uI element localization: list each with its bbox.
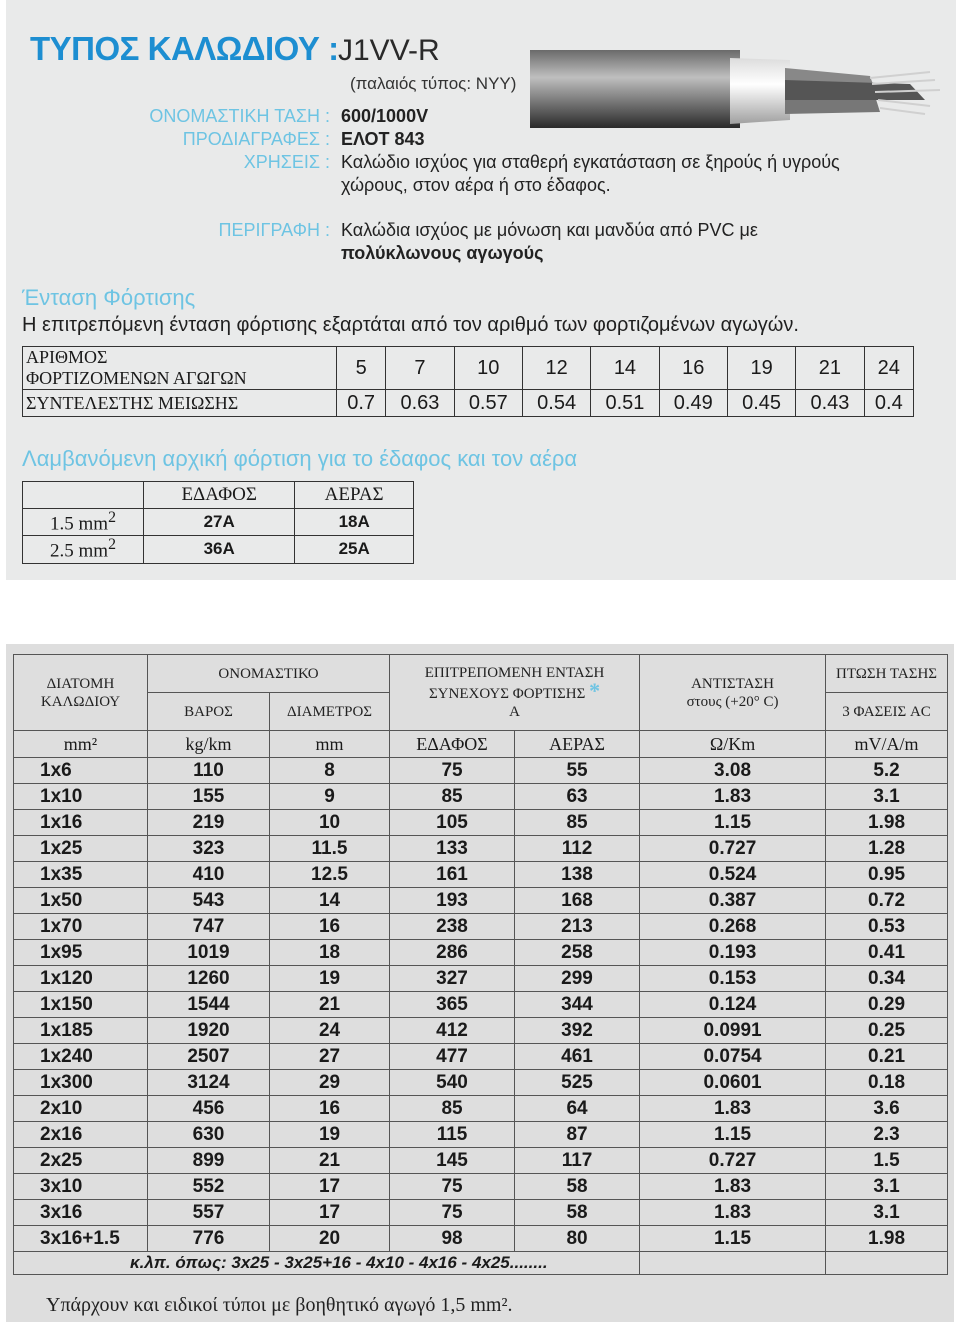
table-row (14, 1226, 948, 1252)
voltage-drop-cell: 1.98 (826, 810, 948, 836)
diameter-cell: 12.5 (270, 862, 390, 888)
voltage-drop-cell: 0.53 (826, 914, 948, 940)
table-row (14, 1122, 948, 1148)
reduction-factor-table (22, 346, 914, 417)
spec-label-description: ΠΕΡΙΓΡΑΦΗ : (218, 220, 330, 240)
table-row (14, 888, 948, 914)
resistance-cell: 1.15 (640, 1122, 826, 1148)
air-current-cell: 58 (515, 1200, 640, 1226)
section-cell: 3x10 (14, 1174, 148, 1200)
diameter-cell: 16 (270, 1096, 390, 1122)
table-row (14, 992, 948, 1018)
size-exponent: 2 (108, 536, 116, 554)
section-cell: 3x16+1.5 (14, 1226, 148, 1252)
ground-current-cell: 145 (390, 1148, 515, 1174)
units-row (14, 731, 948, 758)
voltage-drop-cell: 1.5 (826, 1148, 948, 1174)
ground-current-cell: 105 (390, 810, 515, 836)
voltage-drop-cell: 3.1 (826, 1174, 948, 1200)
diameter-cell: 20 (270, 1226, 390, 1252)
ground-cell: 27A (144, 509, 295, 536)
resistance-cell: 0.124 (640, 992, 826, 1018)
weight-cell: 110 (148, 758, 270, 784)
weight-cell: 776 (148, 1226, 270, 1252)
factor-label: ΣΥΝΤΕΛΕΣΤΗΣ ΜΕΙΩΣΗΣ (23, 390, 337, 417)
spec-label-standard: ΠΡΟΔΙΑΓΡΑΦΕΣ : (182, 129, 330, 149)
air-cell: 18A (295, 509, 414, 536)
weight-cell: 1544 (148, 992, 270, 1018)
conductors-label-line1: ΑΡΙΘΜΟΣ (26, 347, 108, 367)
initial-load-row (23, 536, 414, 563)
current-header (390, 655, 640, 731)
unit-resistance: Ω/Km (640, 731, 826, 758)
unit-section: mm² (14, 731, 148, 758)
initial-load-title: Λαμβανόμενη αρχική φόρτιση για το έδαφος και τον αέρα (22, 446, 578, 471)
ground-cell: 36A (144, 536, 295, 563)
resistance-cell: 0.524 (640, 862, 826, 888)
conductors-cell: 5 (337, 347, 386, 390)
spec-label-uses: ΧΡΗΣΕΙΣ : (243, 152, 330, 172)
factor-row (23, 390, 914, 417)
section-cell: 1x120 (14, 966, 148, 992)
initial-load-row (23, 509, 414, 536)
resistance-cell: 0.153 (640, 966, 826, 992)
weight-cell: 456 (148, 1096, 270, 1122)
section-cell: 1x95 (14, 940, 148, 966)
weight-cell: 1019 (148, 940, 270, 966)
air-current-cell: 64 (515, 1096, 640, 1122)
current-header-text: ΕΠΙΤΡΕΠΟΜΕΝΗ ΕΝΤΑΣΗ ΣΥΝΕΧΟΥΣ ΦΟΡΤΙΣΗΣ (424, 665, 605, 702)
size-value: 2.5 mm (50, 540, 109, 562)
voltage-drop-cell: 1.28 (826, 836, 948, 862)
spec-value-description: Καλώδια ισχύος με μόνωση και μανδύα από PVC με (341, 220, 758, 240)
conductors-cell: 10 (454, 347, 522, 390)
voltage-drop-cell: 5.2 (826, 758, 948, 784)
section-cell: 2x16 (14, 1122, 148, 1148)
section-cell: 1x150 (14, 992, 148, 1018)
resistance-cell: 0.193 (640, 940, 826, 966)
spec-value-standard: ΕΛΟΤ 843 (341, 129, 425, 149)
resistance-header-sub: στους (+20° C) (686, 693, 779, 710)
factor-cell: 0.45 (727, 390, 795, 417)
diameter-cell: 19 (270, 966, 390, 992)
factor-cell: 0.54 (522, 390, 590, 417)
note-empty-cell (640, 1252, 826, 1275)
conductors-cell: 7 (386, 347, 454, 390)
air-current-cell: 117 (515, 1148, 640, 1174)
table-row (14, 758, 948, 784)
weight-cell: 2507 (148, 1044, 270, 1070)
factor-cell: 0.57 (454, 390, 522, 417)
voltage-drop-cell: 0.21 (826, 1044, 948, 1070)
table-row (14, 966, 948, 992)
spec-label-voltage: ΟΝΟΜΑΣΤΙΚΗ ΤΑΣΗ : (149, 106, 330, 126)
table-row (14, 1174, 948, 1200)
air-current-cell: 112 (515, 836, 640, 862)
old-type-note: (παλαιός τύπος: NYY) (350, 74, 517, 93)
air-cell: 25A (295, 536, 414, 563)
section-cell: 1x70 (14, 914, 148, 940)
weight-cell: 899 (148, 1148, 270, 1174)
footer-note: Υπάρχουν και ειδικοί τύποι με βοηθητικό αγωγό 1,5 mm². (46, 1294, 513, 1316)
ground-current-cell: 238 (390, 914, 515, 940)
air-current-cell: 392 (515, 1018, 640, 1044)
weight-cell: 747 (148, 914, 270, 940)
size-cell (23, 536, 144, 563)
ground-current-cell: 477 (390, 1044, 515, 1070)
unit-diameter: mm (270, 731, 390, 758)
diameter-cell: 8 (270, 758, 390, 784)
current-header-star: * (589, 678, 601, 703)
conductors-row (23, 347, 914, 390)
air-current-cell: 85 (515, 810, 640, 836)
conductors-label (23, 347, 337, 390)
weight-cell: 557 (148, 1200, 270, 1226)
voltage-drop-cell: 3.6 (826, 1096, 948, 1122)
conductors-cell: 21 (796, 347, 864, 390)
table-row (14, 914, 948, 940)
conductors-cell: 24 (864, 347, 913, 390)
voltage-drop-cell: 0.72 (826, 888, 948, 914)
ground-current-cell: 286 (390, 940, 515, 966)
factor-cell: 0.43 (796, 390, 864, 417)
ground-current-cell: 193 (390, 888, 515, 914)
diameter-cell: 19 (270, 1122, 390, 1148)
spec-value-description-cont: πολύκλωνους αγωγούς (341, 243, 544, 263)
factor-cell: 0.4 (864, 390, 913, 417)
table-row (14, 862, 948, 888)
table-row (14, 1044, 948, 1070)
unit-weight: kg/km (148, 731, 270, 758)
ground-current-cell: 365 (390, 992, 515, 1018)
voltage-drop-cell: 0.18 (826, 1070, 948, 1096)
diameter-cell: 29 (270, 1070, 390, 1096)
header-row-1 (14, 655, 948, 693)
resistance-cell: 1.15 (640, 1226, 826, 1252)
table-row (14, 1148, 948, 1174)
air-current-cell: 80 (515, 1226, 640, 1252)
nominal-header: ΟΝΟΜΑΣΤΙΚΟ (148, 655, 390, 693)
table-row (14, 1200, 948, 1226)
ground-current-cell: 75 (390, 1200, 515, 1226)
factor-cell: 0.7 (337, 390, 386, 417)
resistance-header (640, 655, 826, 731)
drop-header: ΠΤΩΣΗ ΤΑΣΗΣ (826, 655, 948, 693)
unit-air: ΑΕΡΑΣ (515, 731, 640, 758)
note-empty-cell (826, 1252, 948, 1275)
conductors-label-line2: ΦΟΡΤΙΖΟΜΕΝΩΝ ΑΓΩΓΩΝ (26, 368, 247, 388)
size-cell (23, 509, 144, 536)
diameter-cell: 16 (270, 914, 390, 940)
voltage-drop-cell: 2.3 (826, 1122, 948, 1148)
resistance-cell: 0.387 (640, 888, 826, 914)
diameter-cell: 24 (270, 1018, 390, 1044)
section-cell: 1x16 (14, 810, 148, 836)
air-current-cell: 55 (515, 758, 640, 784)
spec-value-uses-cont: χώρους, στον αέρα ή στο έδαφος. (341, 175, 611, 195)
table-row (14, 1018, 948, 1044)
voltage-drop-cell: 0.95 (826, 862, 948, 888)
page-title: ΤΥΠΟΣ ΚΑΛΩΔΙΟΥ : (30, 30, 339, 67)
air-current-cell: 525 (515, 1070, 640, 1096)
air-current-cell: 461 (515, 1044, 640, 1070)
diameter-cell: 21 (270, 992, 390, 1018)
resistance-cell: 0.0754 (640, 1044, 826, 1070)
cable-data-table (13, 654, 948, 1275)
resistance-cell: 1.83 (640, 1096, 826, 1122)
voltage-drop-cell: 0.34 (826, 966, 948, 992)
initial-load-table (22, 481, 414, 564)
weight-cell: 410 (148, 862, 270, 888)
weight-cell: 219 (148, 810, 270, 836)
weight-cell: 543 (148, 888, 270, 914)
unit-ground: ΕΔΑΦΟΣ (390, 731, 515, 758)
ground-current-cell: 98 (390, 1226, 515, 1252)
diameter-cell: 17 (270, 1174, 390, 1200)
air-current-cell: 258 (515, 940, 640, 966)
air-current-cell: 87 (515, 1122, 640, 1148)
section-cell: 1x50 (14, 888, 148, 914)
section-cell: 1x300 (14, 1070, 148, 1096)
voltage-drop-cell: 0.25 (826, 1018, 948, 1044)
conductors-cell: 14 (591, 347, 659, 390)
ground-current-cell: 161 (390, 862, 515, 888)
ground-current-cell: 75 (390, 1174, 515, 1200)
weight-cell: 3124 (148, 1070, 270, 1096)
factor-cell: 0.51 (591, 390, 659, 417)
load-section-title: Ένταση Φόρτισης (22, 285, 196, 310)
resistance-cell: 0.727 (640, 836, 826, 862)
spec-value-uses: Καλώδιο ισχύος για σταθερή εγκατάσταση σε ξηρούς ή υγρούς (341, 152, 840, 172)
ground-current-cell: 133 (390, 836, 515, 862)
resistance-cell: 0.727 (640, 1148, 826, 1174)
spec-value-voltage: 600/1000V (341, 106, 429, 126)
resistance-cell: 1.83 (640, 784, 826, 810)
voltage-drop-cell: 3.1 (826, 784, 948, 810)
size-value: 1.5 mm (50, 513, 109, 535)
voltage-drop-cell: 0.29 (826, 992, 948, 1018)
section-cell: 1x185 (14, 1018, 148, 1044)
initial-load-header-row (23, 482, 414, 509)
table-row (14, 810, 948, 836)
resistance-cell: 1.15 (640, 810, 826, 836)
load-section-text: Η επιτρεπόμενη ένταση φόρτισης εξαρτάται από τον αριθμό των φορτιζομένων αγωγών. (22, 314, 799, 336)
air-current-cell: 63 (515, 784, 640, 810)
table-row (14, 784, 948, 810)
diameter-cell: 21 (270, 1148, 390, 1174)
ground-current-cell: 412 (390, 1018, 515, 1044)
resistance-cell: 0.0601 (640, 1070, 826, 1096)
ground-current-cell: 75 (390, 758, 515, 784)
diameter-header: ΔΙΑΜΕΤΡΟΣ (270, 693, 390, 731)
section-cell: 2x25 (14, 1148, 148, 1174)
other-types-note: κ.λπ. όπως: 3x25 - 3x25+16 - 4x10 - 4x16 - 4x25........ (14, 1252, 640, 1275)
section-cell: 1x6 (14, 758, 148, 784)
ground-current-cell: 85 (390, 1096, 515, 1122)
table-row (14, 1096, 948, 1122)
unit-drop: mV/A/m (826, 731, 948, 758)
diameter-cell: 14 (270, 888, 390, 914)
ground-current-cell: 327 (390, 966, 515, 992)
cable-model: J1VV-R (338, 34, 440, 67)
resistance-header-text: ΑΝΤΙΣΤΑΣΗ (691, 675, 774, 692)
table-row (14, 940, 948, 966)
air-current-cell: 58 (515, 1174, 640, 1200)
section-cell: 2x10 (14, 1096, 148, 1122)
factor-cell: 0.49 (659, 390, 727, 417)
section-cell: 1x10 (14, 784, 148, 810)
weight-cell: 630 (148, 1122, 270, 1148)
conductors-cell: 19 (727, 347, 795, 390)
weight-cell: 323 (148, 836, 270, 862)
diameter-cell: 27 (270, 1044, 390, 1070)
weight-cell: 1260 (148, 966, 270, 992)
note-row (14, 1252, 948, 1275)
voltage-drop-cell: 3.1 (826, 1200, 948, 1226)
diameter-cell: 18 (270, 940, 390, 966)
resistance-cell: 0.268 (640, 914, 826, 940)
empty-header-cell (23, 482, 144, 509)
diameter-cell: 11.5 (270, 836, 390, 862)
section-header: ΔΙΑΤΟΜΗ ΚΑΛΩΔΙΟΥ (14, 655, 148, 731)
table-row (14, 836, 948, 862)
section-cell: 1x25 (14, 836, 148, 862)
size-exponent: 2 (108, 509, 116, 526)
section-cell: 1x240 (14, 1044, 148, 1070)
resistance-cell: 0.0991 (640, 1018, 826, 1044)
weight-cell: 552 (148, 1174, 270, 1200)
voltage-drop-cell: 0.41 (826, 940, 948, 966)
cable-image (530, 44, 950, 134)
air-current-cell: 213 (515, 914, 640, 940)
table-row (14, 1070, 948, 1096)
section-cell: 3x16 (14, 1200, 148, 1226)
air-header: ΑΕΡΑΣ (295, 482, 414, 509)
diameter-cell: 9 (270, 784, 390, 810)
drop-sub-header: 3 ΦΑΣΕΙΣ AC (826, 693, 948, 731)
conductors-cell: 12 (522, 347, 590, 390)
resistance-cell: 1.83 (640, 1200, 826, 1226)
resistance-cell: 1.83 (640, 1174, 826, 1200)
conductors-cell: 16 (659, 347, 727, 390)
weight-cell: 1920 (148, 1018, 270, 1044)
factor-cell: 0.63 (386, 390, 454, 417)
air-current-cell: 138 (515, 862, 640, 888)
current-header-unit: A (509, 704, 520, 720)
ground-current-cell: 540 (390, 1070, 515, 1096)
ground-header: ΕΔΑΦΟΣ (144, 482, 295, 509)
weight-header: ΒΑΡΟΣ (148, 693, 270, 731)
weight-cell: 155 (148, 784, 270, 810)
diameter-cell: 10 (270, 810, 390, 836)
section-cell: 1x35 (14, 862, 148, 888)
air-current-cell: 344 (515, 992, 640, 1018)
resistance-cell: 3.08 (640, 758, 826, 784)
air-current-cell: 168 (515, 888, 640, 914)
diameter-cell: 17 (270, 1200, 390, 1226)
ground-current-cell: 85 (390, 784, 515, 810)
air-current-cell: 299 (515, 966, 640, 992)
voltage-drop-cell: 1.98 (826, 1226, 948, 1252)
ground-current-cell: 115 (390, 1122, 515, 1148)
